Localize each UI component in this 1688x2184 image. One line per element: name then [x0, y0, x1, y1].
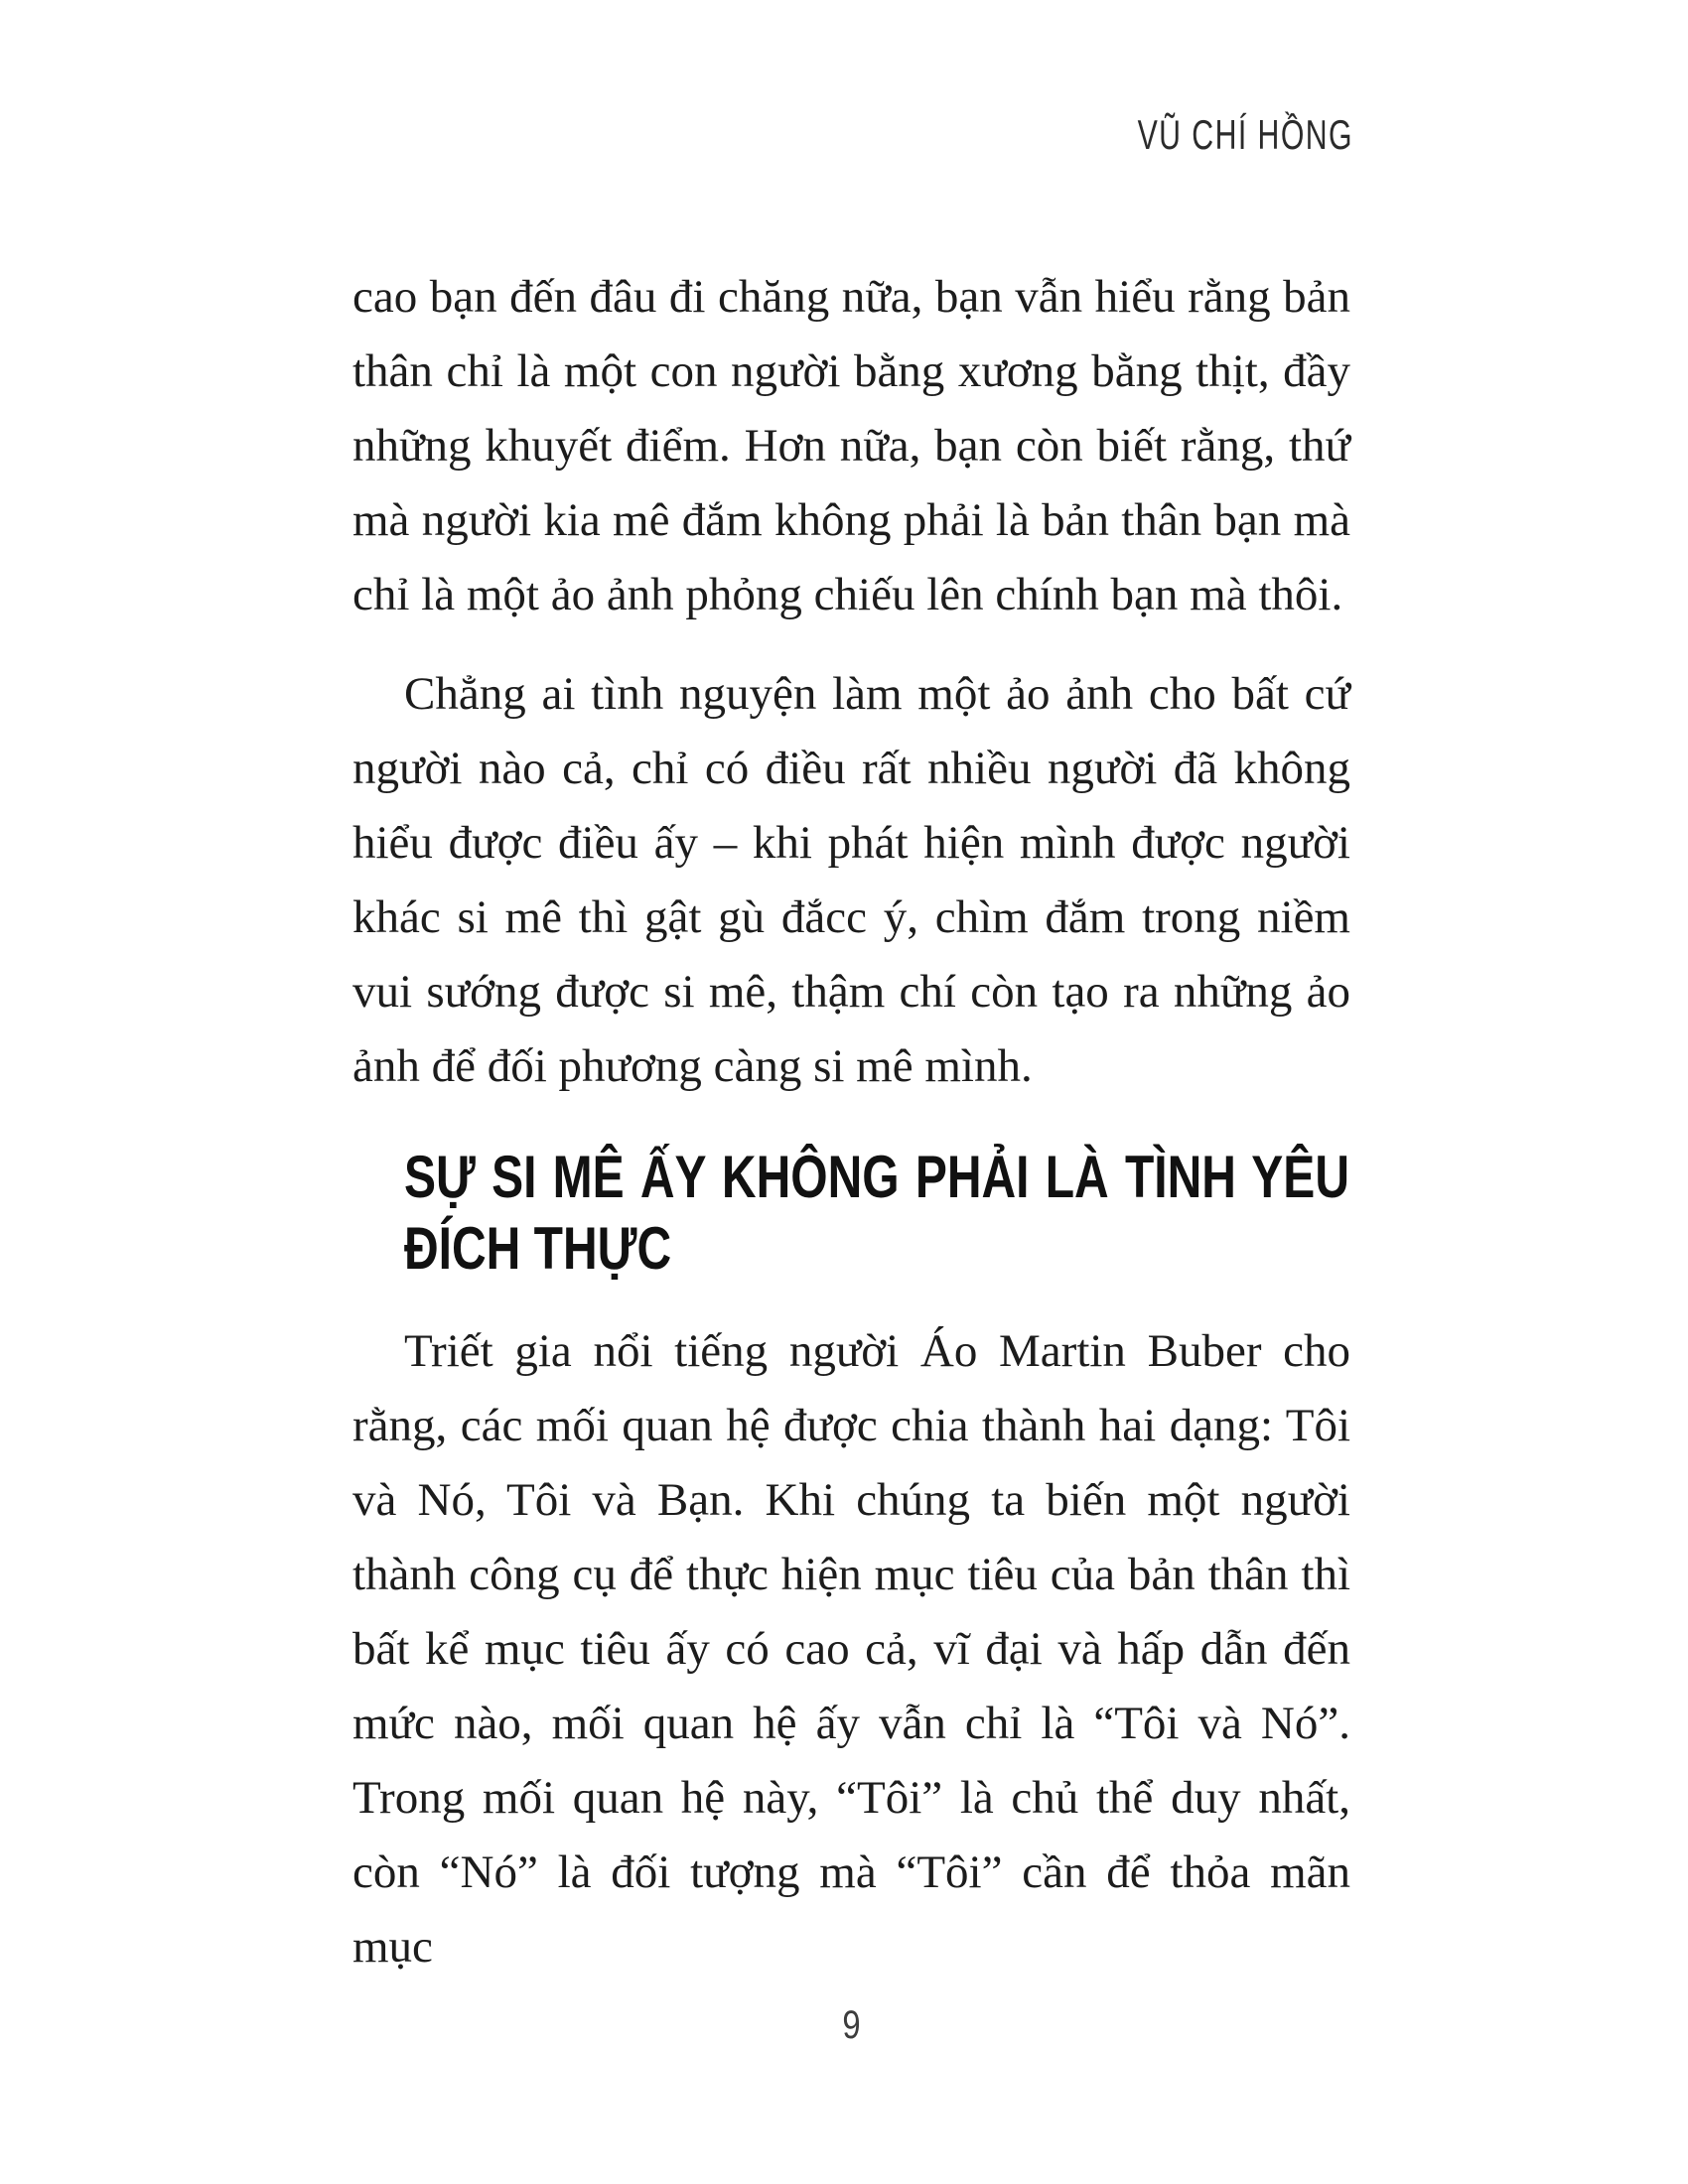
running-header-author: VŨ CHÍ HỒNG [1137, 111, 1353, 158]
paragraph: Chẳng ai tình nguyện làm một ảo ảnh cho bất cứ người nào cả, chỉ có điều rất nhiều người đã không hiểu được điều ấy – khi phát hiện mình được người khác si mê thì gật gù đắcc ý, chìm đắm trong niềm vui sướng được si mê, thậm chí còn tạo ra những ảo ảnh để đối phương càng si mê mình. [352, 668, 1350, 1092]
section-heading-line-2: ĐÍCH THỰC [404, 1215, 672, 1282]
paragraph-continuation: cao bạn đến đâu đi chăng nữa, bạn vẫn hiểu rằng bản thân chỉ là một con người bằng xương bằng thịt, đầy những khuyết điểm. Hơn nữa, bạn còn biết rằng, thứ mà người kia mê đắm không phải là bản thân bạn mà chỉ là một ảo ảnh phỏng chiếu lên chính bạn mà thôi. [352, 271, 1350, 620]
page-number: 9 [842, 2003, 861, 2047]
paragraph: Triết gia nổi tiếng người Áo Martin Buber cho rằng, các mối quan hệ được chia thành hai dạng: Tôi và Nó, Tôi và Bạn. Khi chúng ta biến một người thành công cụ để thực hiện mục tiêu của bản thân thì bất kể mục tiêu ấy có cao cả, vĩ đại và hấp dẫn đến mức nào, mối quan hệ ấy vẫn chỉ là “Tôi và Nó”. Trong mối quan hệ này, “Tôi” là chủ thể duy nhất, còn “Nó” là đối tượng mà “Tôi” cần để thỏa mãn mục [352, 1325, 1350, 1973]
text-block [352, 260, 1350, 2009]
section-heading [404, 1142, 1350, 1285]
section-heading-line-1: SỰ SI MÊ ẤY KHÔNG PHẢI LÀ TÌNH YÊU [404, 1144, 1349, 1210]
